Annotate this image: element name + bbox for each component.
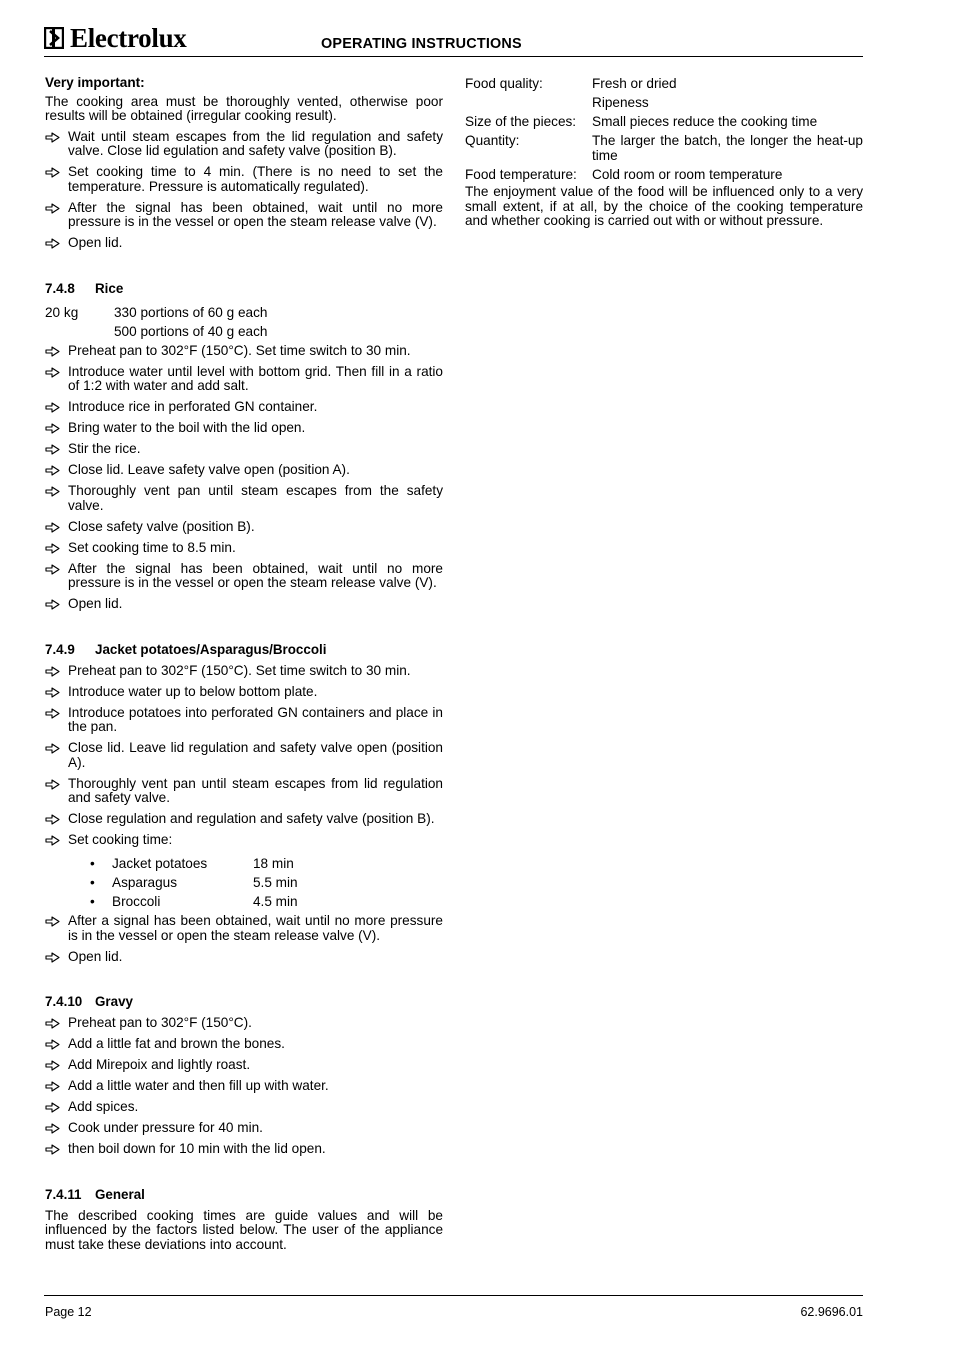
brand-logo	[44, 24, 186, 52]
header-rule	[44, 56, 863, 57]
step-text: Set cooking time to 4 min. (There is no need to set the temperature. Pressure is automatically regulated).	[68, 164, 443, 194]
intro-section	[45, 76, 443, 251]
step-text: Thoroughly vent pan until steam escapes from the safety valve.	[68, 483, 443, 513]
step-text: Thoroughly vent pan until steam escapes from lid regulation and safety valve.	[68, 775, 443, 805]
arrow-right-icon	[45, 543, 60, 554]
rice-portion: 500 portions of 40 g each	[114, 323, 268, 339]
instruction-step	[45, 706, 443, 735]
cooking-time: 4.5 min	[253, 894, 298, 909]
instruction-step	[45, 914, 443, 943]
step-text: Close regulation and regulation and safety valve (position B).	[68, 811, 435, 826]
general-section	[45, 1187, 443, 1253]
rice-quantity-row	[45, 303, 443, 322]
arrow-right-icon	[45, 423, 60, 434]
step-text: Preheat pan to 302°F (150°C). Set time switch to 30 min.	[68, 662, 411, 678]
bullet: •	[90, 894, 95, 909]
section-number: 7.4.9	[45, 641, 75, 657]
arrow-right-icon	[45, 952, 60, 963]
rice-heading	[45, 281, 443, 296]
section-number: 7.4.10	[45, 994, 83, 1009]
general-heading	[45, 1187, 443, 1202]
factor-value: Fresh or dried	[592, 76, 677, 91]
potatoes-steps	[45, 914, 443, 964]
instruction-step	[45, 741, 443, 770]
factor-label	[465, 95, 592, 110]
left-column	[45, 76, 443, 1274]
potatoes-section	[45, 642, 443, 965]
factor-row	[465, 76, 863, 91]
factor-value: Small pieces reduce the cooking time	[592, 114, 818, 129]
arrow-right-icon	[45, 1039, 60, 1050]
arrow-right-icon	[45, 444, 60, 455]
step-text: Add Mirepoix and lightly roast.	[68, 1057, 251, 1072]
step-text: Cook under pressure for 40 min.	[68, 1120, 263, 1135]
arrow-right-icon	[45, 1102, 60, 1113]
general-text: The described cooking times are guide values and will be influenced by the factors listed below. The user of the appliance must take these deviations into account.	[45, 1207, 443, 1252]
instruction-step	[45, 130, 443, 159]
step-text: Preheat pan to 302°F (150°C).	[68, 1015, 252, 1030]
step-text: Introduce water until level with bottom grid. Then fill in a ratio of 1:2 with water and add salt.	[68, 363, 443, 393]
instruction-step	[45, 1016, 443, 1031]
cooking-time-item	[90, 854, 443, 873]
cooking-times-list	[90, 854, 443, 911]
intro-text: The cooking area must be thoroughly vented, otherwise poor results will be obtained (irregular cooking result).	[45, 93, 443, 123]
instruction-step	[45, 1100, 443, 1115]
instruction-step	[45, 236, 443, 251]
instruction-step	[45, 812, 443, 827]
potatoes-heading	[45, 642, 443, 657]
instruction-step	[45, 1037, 443, 1052]
step-text: Open lid.	[68, 948, 123, 964]
instruction-step	[45, 1142, 443, 1157]
factor-row	[465, 114, 863, 129]
arrow-right-icon	[45, 203, 60, 214]
cooking-time: 18 min	[253, 856, 294, 871]
arrow-right-icon	[45, 486, 60, 497]
arrow-right-icon	[45, 687, 60, 698]
rice-quantity-row	[45, 322, 443, 341]
right-column	[465, 76, 863, 233]
bullet: •	[90, 856, 95, 871]
instruction-step	[45, 950, 443, 965]
cooking-time-item	[90, 892, 443, 911]
brand-name: Electrolux	[70, 23, 187, 53]
instruction-step	[45, 833, 443, 848]
instruction-step	[45, 562, 443, 591]
rice-portion: 330 portions of 60 g each	[114, 304, 268, 320]
instruction-step	[45, 344, 443, 359]
factor-row	[465, 167, 863, 182]
arrow-right-icon	[45, 708, 60, 719]
instruction-step	[45, 365, 443, 394]
arrow-right-icon	[45, 1144, 60, 1155]
instruction-step	[45, 541, 443, 556]
factor-value: The larger the batch, the longer the heat-up time	[592, 133, 863, 163]
page-number: Page 12	[45, 1305, 92, 1319]
section-title: Gravy	[95, 994, 133, 1009]
factors-note: The enjoyment value of the food will be influenced only to a very small extent, if at all, by the choice of the cooking temperature and whether cooking is carried out with or without pressure.	[465, 184, 863, 228]
instruction-step	[45, 421, 443, 436]
arrow-right-icon	[45, 779, 60, 790]
step-text: After the signal has been obtained, wait until no more pressure is in the vessel or open the steam release valve (V).	[68, 560, 443, 590]
arrow-right-icon	[45, 599, 60, 610]
factor-label: Food temperature:	[465, 167, 577, 182]
arrow-right-icon	[45, 835, 60, 846]
section-title: Jacket potatoes/Asparagus/Broccoli	[95, 641, 327, 657]
step-text: Introduce water up to below bottom plate.	[68, 683, 318, 699]
instruction-step	[45, 400, 443, 415]
arrow-right-icon	[45, 564, 60, 575]
arrow-right-icon	[45, 1060, 60, 1071]
arrow-right-icon	[45, 132, 60, 143]
step-text: Introduce potatoes into perforated GN containers and place in the pan.	[68, 704, 443, 734]
food-name: Asparagus	[112, 875, 177, 890]
instruction-step	[45, 165, 443, 194]
step-text: Open lid.	[68, 596, 123, 611]
instruction-step	[45, 597, 443, 612]
section-number: 7.4.11	[45, 1186, 82, 1202]
step-text: Wait until steam escapes from the lid regulation and safety valve. Close lid egulation and safety valve (position B).	[68, 128, 443, 158]
potatoes-steps	[45, 664, 443, 848]
gravy-section	[45, 994, 443, 1157]
arrow-right-icon	[45, 167, 60, 178]
page-header-title: OPERATING INSTRUCTIONS	[321, 36, 522, 52]
rice-section	[45, 281, 443, 612]
footer-rule	[44, 1295, 863, 1296]
step-text: Add a little fat and brown the bones.	[68, 1036, 285, 1051]
step-text: Stir the rice.	[68, 441, 141, 456]
arrow-right-icon	[45, 743, 60, 754]
arrow-right-icon	[45, 916, 60, 927]
factor-label: Food quality:	[465, 76, 543, 91]
arrow-right-icon	[45, 666, 60, 677]
instruction-step	[45, 777, 443, 806]
cooking-time-item	[90, 873, 443, 892]
factor-row	[465, 95, 863, 110]
factor-row	[465, 133, 863, 163]
arrow-right-icon	[45, 814, 60, 825]
step-text: Add a little water and then fill up with water.	[68, 1078, 329, 1093]
instruction-step	[45, 484, 443, 513]
instruction-step	[45, 201, 443, 230]
arrow-right-icon	[45, 238, 60, 249]
intro-steps	[45, 130, 443, 251]
document-number: 62.9696.01	[800, 1305, 863, 1319]
step-text: Close lid. Leave safety valve open (position A).	[68, 462, 350, 477]
food-name: Jacket potatoes	[112, 856, 208, 871]
step-text: After a signal has been obtained, wait until no more pressure is in the vessel or open the steam release valve (V).	[68, 913, 443, 943]
factor-value: Cold room or room temperature	[592, 167, 783, 182]
arrow-right-icon	[45, 1018, 60, 1029]
arrow-right-icon	[45, 346, 60, 357]
rice-quantity: 20 kg	[45, 304, 79, 320]
step-text: Add spices.	[68, 1099, 139, 1114]
electrolux-logo-icon	[44, 27, 64, 49]
factor-label: Size of the pieces:	[465, 114, 577, 129]
arrow-right-icon	[45, 1123, 60, 1134]
step-text: Introduce rice in perforated GN container.	[68, 399, 318, 414]
step-text: Set cooking time:	[68, 832, 173, 847]
arrow-right-icon	[45, 402, 60, 413]
step-text: Set cooking time to 8.5 min.	[68, 539, 236, 555]
factor-value: Ripeness	[592, 95, 649, 110]
instruction-step	[45, 685, 443, 700]
factors-table	[465, 76, 863, 182]
step-text: Close lid. Leave lid regulation and safety valve open (position A).	[68, 740, 443, 770]
gravy-heading	[45, 994, 443, 1009]
section-number: 7.4.8	[45, 280, 75, 296]
instruction-step	[45, 1079, 443, 1094]
step-text: Preheat pan to 302°F (150°C). Set time switch to 30 min.	[68, 342, 411, 358]
cooking-time: 5.5 min	[253, 875, 298, 890]
arrow-right-icon	[45, 522, 60, 533]
gravy-steps	[45, 1016, 443, 1157]
instruction-step	[45, 520, 443, 535]
arrow-right-icon	[45, 1081, 60, 1092]
factor-label: Quantity:	[465, 133, 520, 148]
step-text: then boil down for 10 min with the lid open.	[68, 1141, 326, 1156]
step-text: After the signal has been obtained, wait until no more pressure is in the vessel or open the steam release valve (V).	[68, 199, 443, 229]
section-title: General	[95, 1186, 145, 1202]
arrow-right-icon	[45, 465, 60, 476]
instruction-step	[45, 664, 443, 679]
step-text: Bring water to the boil with the lid open.	[68, 420, 306, 435]
bullet: •	[90, 875, 95, 890]
instruction-step	[45, 1121, 443, 1136]
step-text: Open lid.	[68, 235, 123, 250]
arrow-right-icon	[45, 367, 60, 378]
instruction-step	[45, 442, 443, 457]
instruction-step	[45, 463, 443, 478]
rice-steps	[45, 344, 443, 612]
instruction-step	[45, 1058, 443, 1073]
step-text: Close safety valve (position B).	[68, 518, 255, 534]
food-name: Broccoli	[112, 894, 161, 909]
intro-heading: Very important:	[45, 75, 145, 90]
section-title: Rice	[95, 280, 124, 296]
